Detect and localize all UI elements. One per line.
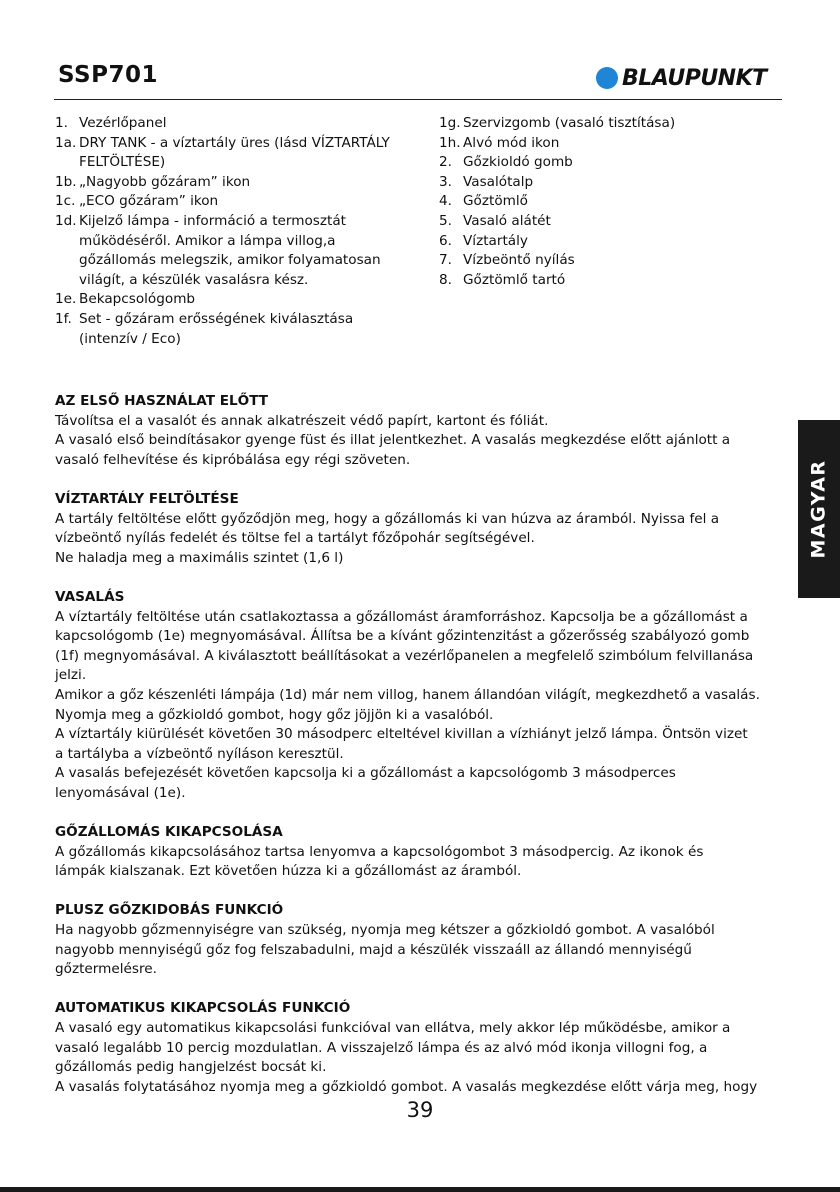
section-heading: AZ ELSŐ HASZNÁLAT ELŐTT <box>55 393 269 409</box>
part-item: 1f. Set - gőzáram erősségének kiválasztása <box>55 310 354 327</box>
section-heading: GŐZÁLLOMÁS KIKAPCSOLÁSA <box>55 824 283 841</box>
section-first-use <box>55 392 790 470</box>
brand-logo <box>596 64 767 92</box>
part-item-continuation: (intenzív / Eco) <box>79 330 181 347</box>
parts-list-right <box>439 114 799 290</box>
part-item: 1. Vezérlőpanel <box>55 115 167 131</box>
part-item: 2. Gőzkioldó gomb <box>439 154 573 171</box>
paragraph-line: nagyobb mennyiségű gőz fog felszabadulni, majd a készülék visszaáll az állandó mennyiségű <box>55 941 692 958</box>
paragraph-line: lámpák kialszanak. Ezt követően húzza ki a gőzállomást az áramból. <box>55 863 522 880</box>
paragraph-line: jelzi. <box>55 667 87 684</box>
section-heading: AUTOMATIKUS KIKAPCSOLÁS FUNKCIÓ <box>55 1000 351 1017</box>
paragraph-line: gőztermelésre. <box>55 961 157 978</box>
instructions-body <box>55 392 790 1117</box>
paragraph-line: (1f) megnyomásával. A kiválasztott beállításokat a vezérlőpanelen a megfelelő szimbólum felvillanása <box>55 647 754 664</box>
part-item: 1g. Szervizgomb (vasaló tisztítása) <box>439 115 676 131</box>
paragraph-line: Ne haladja meg a maximális szintet (1,6 l) <box>55 549 344 566</box>
paragraph-line: A gőzállomás kikapcsolásához tartsa lenyomva a kapcsológombot 3 másodpercig. Az ikonok és <box>55 843 704 860</box>
paragraph-line: vasaló legalább 10 percig mozdulatlan. A visszajelző lámpa és az alvó mód ikonja villogni fog, a <box>55 1039 708 1056</box>
section-heading: PLUSZ GŐZKIDOBÁS FUNKCIÓ <box>55 902 284 919</box>
part-item: 4. Gőztömlő <box>439 193 528 210</box>
paragraph-line: A víztartály kiürülését követően 30 másodperc elteltével kivillan a vízhiányt jelző lámpa. Öntsön vizet <box>55 726 748 743</box>
paragraph-line: A vasaló első beindításakor gyenge füst és illat jelentkezhet. A vasalás megkezdése előtt ajánlott a <box>55 432 731 449</box>
part-item-continuation: működéséről. Amikor a lámpa villog,a <box>79 232 336 249</box>
section-water-tank <box>55 490 790 568</box>
model-number: SSP701 <box>58 62 158 88</box>
part-item: 1b. „Nagyobb gőzáram” ikon <box>55 173 251 190</box>
paragraph-line: gőzállomás pedig hangjelzést bocsát ki. <box>55 1059 327 1076</box>
part-item-continuation: világít, a készülék vasalásra kész. <box>79 271 309 288</box>
paragraph-line: A vasalás befejezését követően kapcsolja ki a gőzállomást a kapcsológomb 3 másodperces <box>55 765 676 782</box>
part-item: 3. Vasalótalp <box>439 173 534 190</box>
parts-list-left <box>55 114 415 349</box>
language-tab <box>798 420 840 598</box>
section-heading: VÍZTARTÁLY FELTÖLTÉSE <box>55 490 239 507</box>
part-item: 8. Gőztömlő tartó <box>439 271 566 288</box>
part-item: 7. Vízbeöntő nyílás <box>439 252 575 269</box>
part-item: 1h. Alvó mód ikon <box>439 134 560 151</box>
paragraph-line: lenyomásával (1e). <box>55 784 186 801</box>
footer-bar <box>0 1187 840 1192</box>
section-steam-boost <box>55 901 790 979</box>
paragraph-line: A vasalás folytatásához nyomja meg a gőzkioldó gombot. A vasalás megkezdése előtt várja meg, hogy <box>55 1078 758 1095</box>
part-item: 1a. DRY TANK - a víztartály üres (lásd VÍZTARTÁLY <box>55 134 390 151</box>
language-tab-label: MAGYAR <box>808 459 831 559</box>
paragraph-line: Távolítsa el a vasalót és annak alkatrészeit védő papírt, kartont és fóliát. <box>55 412 549 429</box>
section-auto-off <box>55 999 790 1097</box>
part-item: 5. Vasaló alátét <box>439 212 551 229</box>
brand-dot-icon <box>596 67 618 89</box>
brand-name: BLAUPUNKT <box>622 65 767 91</box>
page-number: 39 <box>406 1098 434 1122</box>
part-item: 1c. „ECO gőzáram” ikon <box>55 193 219 210</box>
paragraph-line: Ha nagyobb gőzmennyiségre van szükség, nyomja meg kétszer a gőzkioldó gombot. A vasalóból <box>55 922 715 939</box>
header-divider <box>54 99 782 100</box>
section-ironing <box>55 588 790 804</box>
section-switch-off <box>55 823 790 882</box>
paragraph-line: kapcsológomb (1e) megnyomásával. Állítsa be a kívánt gőzintenzitást a gőzerősség szabályozó gomb <box>55 628 750 645</box>
paragraph-line: vasaló felhevítése és kipróbálása egy régi szöveten. <box>55 451 411 468</box>
paragraph-line: a tartályba a vízbeöntő nyíláson keresztül. <box>55 745 344 762</box>
paragraph-line: A víztartály feltöltése után csatlakoztassa a gőzállomást áramforráshoz. Kapcsolja be a gőzállomást a <box>55 608 748 625</box>
part-item-continuation: gőzállomás melegszik, amikor folyamatosan <box>79 252 381 269</box>
part-item-continuation: FELTÖLTÉSE) <box>79 154 166 171</box>
paragraph-line: Amikor a gőz készenléti lámpája (1d) már nem villog, hanem állandóan világít, megkezdhető a vasalás. <box>55 686 760 703</box>
paragraph-line: Nyomja meg a gőzkioldó gombot, hogy gőz jöjjön ki a vasalóból. <box>55 706 494 723</box>
part-item: 1d. Kijelző lámpa - információ a termosztát <box>55 212 347 229</box>
part-item: 6. Víztartály <box>439 232 528 249</box>
part-item: 1e. Bekapcsológomb <box>55 291 196 308</box>
section-heading: VASALÁS <box>55 588 125 605</box>
paragraph-line: A vasaló egy automatikus kikapcsolási funkcióval van ellátva, mely akkor lép működésbe, amikor a <box>55 1020 731 1036</box>
paragraph-line: vízbeöntő nyílás fedelét és töltse fel a tartályt főzőpohár segítségével. <box>55 530 535 547</box>
paragraph-line: A tartály feltöltése előtt győződjön meg, hogy a gőzállomás ki van húzva az áramból. Nyissa fel a <box>55 510 720 527</box>
